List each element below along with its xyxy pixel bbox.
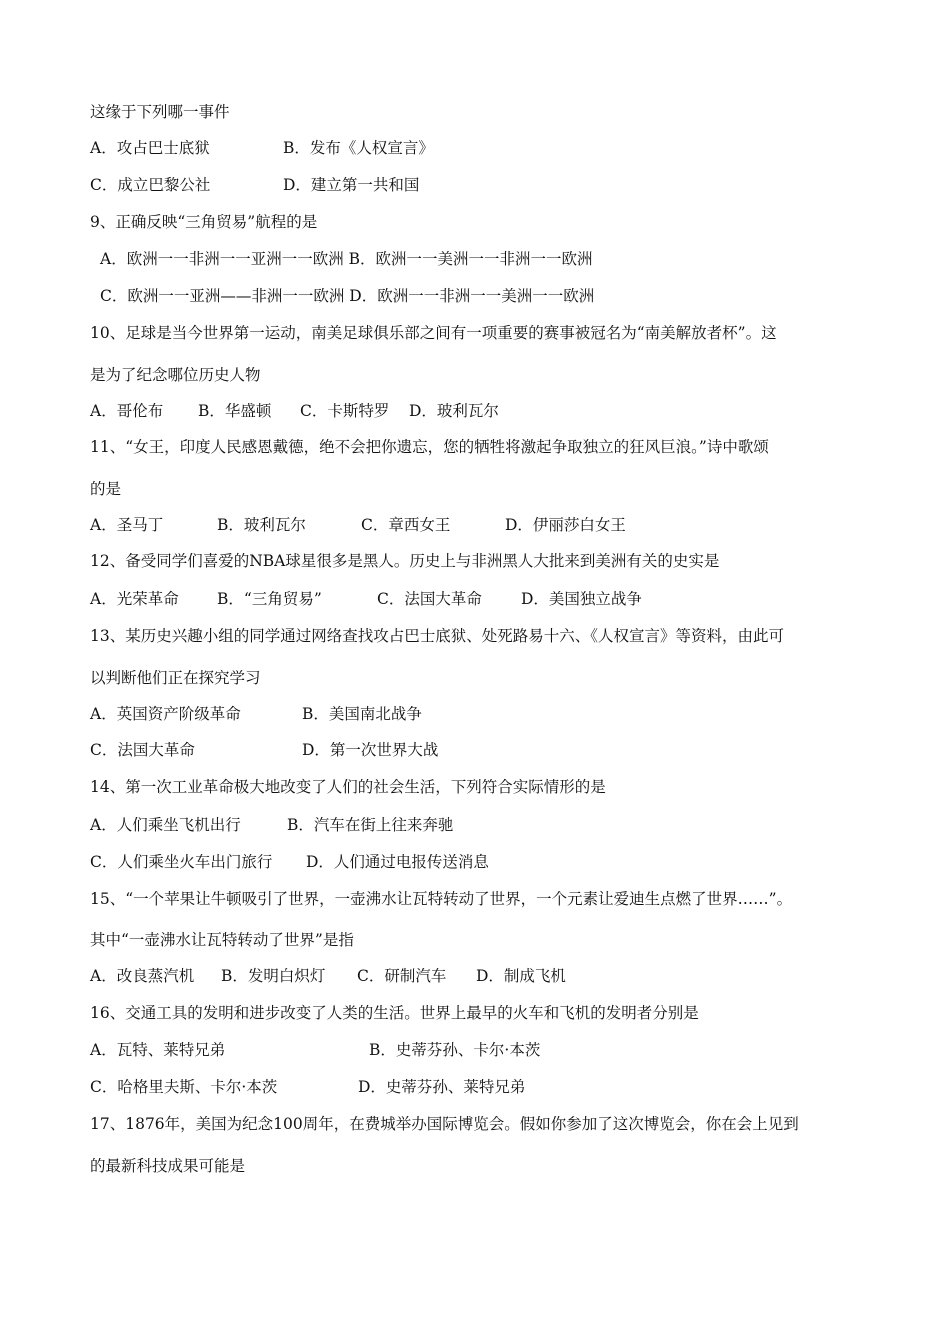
question-13-stem: 13、某历史兴趣小组的同学通过网络查找攻占巴士底狱、处死路易十六、《人权宣言》等资料，由此可 <box>90 627 784 645</box>
q16-option-a: A．瓦特、莱特兄弟 <box>90 1041 226 1059</box>
q15-option-b: B．发明白炽灯 <box>221 967 326 985</box>
q15-option-c: C．研制汽车 <box>357 967 447 985</box>
question-17-stem-cont: 的最新科技成果可能是 <box>90 1157 246 1175</box>
question-13-stem-cont: 以判断他们正在探究学习 <box>90 669 261 687</box>
question-11-stem: 11、“女王，印度人民感恩戴德，绝不会把你遗忘，您的牺牲将激起争取独立的狂风巨浪。”诗中歌颂 <box>90 438 769 456</box>
q8-option-a: A．攻占巴士底狱 <box>90 139 210 157</box>
q11-option-b: B．玻利瓦尔 <box>217 516 306 534</box>
question-17-stem: 17、1876年，美国为纪念100周年，在费城举办国际博览会。假如你参加了这次博览会，你在会上见到 <box>90 1115 799 1133</box>
q11-option-c: C．章西女王 <box>361 516 451 534</box>
q13-option-a: A．英国资产阶级革命 <box>90 705 241 723</box>
question-11-stem-cont: 的是 <box>90 480 122 498</box>
q12-option-d: D．美国独立战争 <box>521 590 642 608</box>
question-16-stem: 16、交通工具的发明和进步改变了人类的生活。世界上最早的火车和飞机的发明者分别是 <box>90 1004 699 1022</box>
q10-option-d: D．玻利瓦尔 <box>409 402 499 420</box>
q15-option-d: D．制成飞机 <box>476 967 566 985</box>
question-10-stem-cont: 是为了纪念哪位历史人物 <box>90 366 261 384</box>
question-15-stem-cont: 其中“一壶沸水让瓦特转动了世界”是指 <box>90 931 354 949</box>
q10-option-c: C．卡斯特罗 <box>300 402 390 420</box>
q15-option-a: A．改良蒸汽机 <box>90 967 195 985</box>
question-9-stem: 9、正确反映“三角贸易”航程的是 <box>90 213 318 231</box>
q14-option-d: D．人们通过电报传送消息 <box>306 853 489 871</box>
q10-option-b: B．华盛顿 <box>198 402 272 420</box>
question-8-stem-end: 这缘于下列哪一事件 <box>90 103 230 121</box>
q13-option-d: D．第一次世界大战 <box>302 741 439 759</box>
q9-options-ab: A．欧洲一一非洲一一亚洲一一欧洲 B．欧洲一一美洲一一非洲一一欧洲 <box>100 250 593 268</box>
q10-option-a: A．哥伦布 <box>90 402 164 420</box>
q11-option-a: A．圣马丁 <box>90 516 164 534</box>
question-15-stem: 15、“一个苹果让牛顿吸引了世界，一壶沸水让瓦特转动了世界，一个元素让爱迪生点燃了世界……”。 <box>90 890 793 908</box>
q8-option-d: D．建立第一共和国 <box>283 176 420 194</box>
q8-option-c: C．成立巴黎公社 <box>90 176 211 194</box>
q14-option-a: A．人们乘坐飞机出行 <box>90 816 241 834</box>
q12-option-b: B．“三角贸易” <box>217 590 322 608</box>
q13-option-b: B．美国南北战争 <box>302 705 422 723</box>
question-10-stem: 10、足球是当今世界第一运动，南美足球俱乐部之间有一项重要的赛事被冠名为“南美解放者杯”。这 <box>90 324 777 342</box>
q14-option-c: C．人们乘坐火车出门旅行 <box>90 853 273 871</box>
q13-option-c: C．法国大革命 <box>90 741 195 759</box>
q8-option-b: B．发布《人权宣言》 <box>283 139 434 157</box>
q12-option-a: A．光荣革命 <box>90 590 179 608</box>
q14-option-b: B．汽车在街上往来奔驰 <box>287 816 454 834</box>
q11-option-d: D．伊丽莎白女王 <box>505 516 626 534</box>
q12-option-c: C．法国大革命 <box>377 590 482 608</box>
q16-option-d: D．史蒂芬孙、莱特兄弟 <box>358 1078 526 1096</box>
q9-options-cd: C．欧洲一一亚洲——非洲一一欧洲 D．欧洲一一非洲一一美洲一一欧洲 <box>100 287 595 305</box>
q16-option-c: C．哈格里夫斯、卡尔·本茨 <box>90 1078 278 1096</box>
q16-option-b: B．史蒂芬孙、卡尔·本茨 <box>369 1041 541 1059</box>
question-12-stem: 12、备受同学们喜爱的NBA球星很多是黑人。历史上与非洲黑人大批来到美洲有关的史实是 <box>90 552 720 570</box>
question-14-stem: 14、第一次工业革命极大地改变了人们的社会生活，下列符合实际情形的是 <box>90 778 606 796</box>
